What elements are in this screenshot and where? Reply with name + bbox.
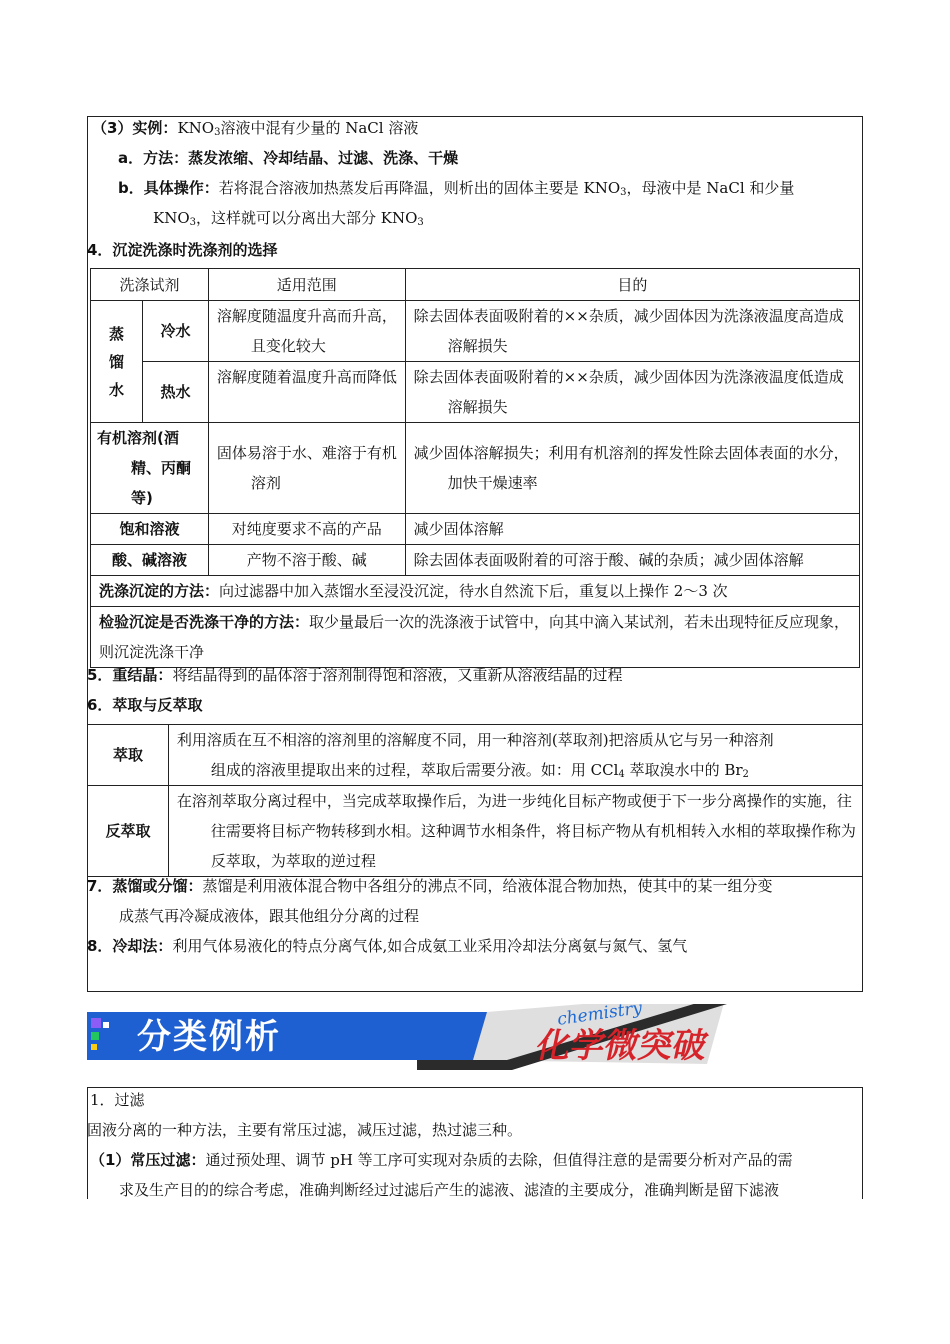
check-method-cell (91, 607, 860, 668)
check-method-label: 检验沉淀是否洗涤干净的方法： (99, 613, 310, 631)
example-p1-text-1: 通过预处理、调节 pH 等工序可实现对杂质的去除，但值得注意的是需要分析对产品的需 (205, 1151, 793, 1169)
operation-text-2: KNO (153, 209, 190, 227)
washing-method-text: 向过滤器中加入蒸馏水至浸没沉淀，待水自然流下后，重复以上操作 2～3 次 (219, 582, 728, 600)
hot-water-cell: 热水 (142, 362, 208, 423)
subscript: 3 (620, 187, 627, 198)
section-6-title: 6．萃取与反萃取 (87, 696, 203, 714)
extraction-text-2b: 萃取溴水中的 Br (624, 761, 743, 779)
header-range: 适用范围 (208, 269, 405, 301)
section-banner (87, 998, 863, 1074)
example-number: 1．过滤 (90, 1091, 145, 1109)
subscript: 3 (189, 217, 197, 228)
saturated-purpose-cell: 减少固体溶解 (405, 514, 859, 545)
section-7-text-1: 蒸馏是利用液体混合物中各组分的沸点不同，给液体混合物加热，使其中的某一组分变 (202, 877, 773, 895)
washing-agent-table (90, 268, 860, 668)
washing-method-cell (91, 576, 860, 607)
organic-purpose-cell: 减少固体溶解损失；利用有机溶剂的挥发性除去固体表面的水分，加快干燥速率 (405, 423, 859, 514)
distilled-water-cell: 蒸馏水 (91, 301, 143, 423)
kno3-text: KNO (177, 119, 215, 137)
extraction-text-2: 组成的溶液里提取出来的过程，萃取后需要分液。如：用 CCl (210, 761, 619, 779)
example-p1-text-2: 求及生产目的的综合考虑，准确判断经过过滤后产生的滤液、滤渣的主要成分，准确判断是留下滤液 (119, 1181, 780, 1199)
operation-text-2b: ，这样就可以分离出大部分 KNO (196, 209, 418, 227)
extraction-text-1: 利用溶质在互不相溶的溶剂里的溶解度不同，用一种溶剂(萃取剂)把溶质从它与另一种溶剂 (176, 731, 774, 749)
acid-base-range-cell: 产物不溶于酸、碱 (208, 545, 405, 576)
section-7-line (87, 876, 772, 896)
example-intro: 固液分离的一种方法，主要有常压过滤，减压过滤，热过滤三种。 (87, 1121, 523, 1139)
check-method-text: 取少量最后一次的洗涤液于试管中，向其中滴入某试剂，若未出现特征反应现象，则沉淀洗涤干净 (99, 613, 850, 661)
banner-square-yellow (91, 1044, 97, 1050)
extraction-label-cell: 萃取 (88, 725, 169, 786)
organic-range-cell: 固体易溶于水、难溶于有机溶剂 (208, 423, 405, 514)
acid-base-purpose-cell: 除去固体表面吸附着的可溶于酸、碱的杂质；减少固体溶解 (405, 545, 859, 576)
section-7-label: 7．蒸馏或分馏： (87, 877, 203, 895)
example-line (92, 118, 418, 138)
hot-range-cell: 溶解度随着温度升高而降低 (208, 362, 405, 423)
section-5-line (87, 665, 622, 685)
section-8-label: 8．冷却法： (87, 937, 173, 955)
method-a-text: 蒸发浓缩、冷却结晶、过滤、洗涤、干燥 (188, 149, 459, 167)
back-extraction-text-cell: 在溶剂萃取分离过程中，当完成萃取操作后，为进一步纯化目标产物或便于下一步分离操作的实施，往往需要将目标产物转移到水相。这种调节水相条件，将目标产物从有机相转入水相的萃取操作称为反萃取，为萃取的逆过程 (168, 786, 862, 877)
operation-line-2 (153, 208, 424, 228)
section-5-text: 将结晶得到的晶体溶于溶剂制得饱和溶液，又重新从溶液结晶的过程 (172, 666, 623, 684)
subscript: 3 (417, 217, 424, 228)
acid-base-cell: 酸、碱溶液 (91, 545, 209, 576)
washing-method-label: 洗涤沉淀的方法： (99, 582, 220, 600)
cold-water-cell: 冷水 (142, 301, 208, 362)
banner-square-purple (91, 1018, 101, 1028)
extraction-text-2-line (177, 755, 856, 785)
section-4-title: 4．沉淀洗涤时洗涤剂的选择 (87, 241, 278, 259)
subscript: 2 (742, 769, 749, 780)
subscript: 3 (214, 127, 221, 138)
method-a-label: a．方法： (118, 149, 189, 167)
operation-label: b．具体操作： (118, 179, 219, 197)
cold-range-cell: 溶解度随温度升高而升高，且变化较大 (208, 301, 405, 362)
saturated-range-cell: 对纯度要求不高的产品 (208, 514, 405, 545)
banner-brand: 化学微突破 (532, 1026, 712, 1066)
organic-solvent-cell: 有机溶剂(酒精、丙酮等) (91, 423, 209, 514)
example-label: （3）实例： (92, 119, 178, 137)
section-8-line (87, 936, 687, 956)
example-p1-label: （1）常压过滤： (90, 1151, 206, 1169)
banner-title: 分类例析 (137, 1017, 281, 1057)
section-7-text-2: 成蒸气再冷凝成液体，跟其他组分分离的过程 (119, 907, 420, 925)
banner-square-white (103, 1022, 109, 1028)
example-p1-line (90, 1150, 793, 1170)
operation-line (118, 178, 794, 198)
banner-square-green (91, 1032, 99, 1040)
operation-text-end: ，母液中是 NaCl 和少量 (626, 179, 795, 197)
section-5-label: 5．重结晶： (87, 666, 173, 684)
example-text: 溶液中混有少量的 NaCl 溶液 (220, 119, 419, 137)
subscript: 4 (618, 769, 625, 780)
header-agent: 洗涤试剂 (91, 269, 209, 301)
hot-purpose-cell: 除去固体表面吸附着的××杂质，减少固体因为洗涤液温度低造成溶解损失 (405, 362, 859, 423)
cold-purpose-cell: 除去固体表面吸附着的××杂质，减少固体因为洗涤液温度高造成溶解损失 (405, 301, 859, 362)
saturated-solution-cell: 饱和溶液 (91, 514, 209, 545)
extraction-text-cell (168, 725, 862, 786)
section-8-text: 利用气体易液化的特点分离气体,如合成氨工业采用冷却法分离氨与氮气、氢气 (172, 937, 688, 955)
header-purpose: 目的 (405, 269, 859, 301)
back-extraction-label-cell: 反萃取 (88, 786, 169, 877)
method-line (118, 148, 458, 168)
extraction-table (87, 724, 863, 877)
banner-script: chemistry (556, 998, 644, 1030)
operation-text: 若将混合溶液加热蒸发后再降温，则析出的固体主要是 KNO (218, 179, 621, 197)
